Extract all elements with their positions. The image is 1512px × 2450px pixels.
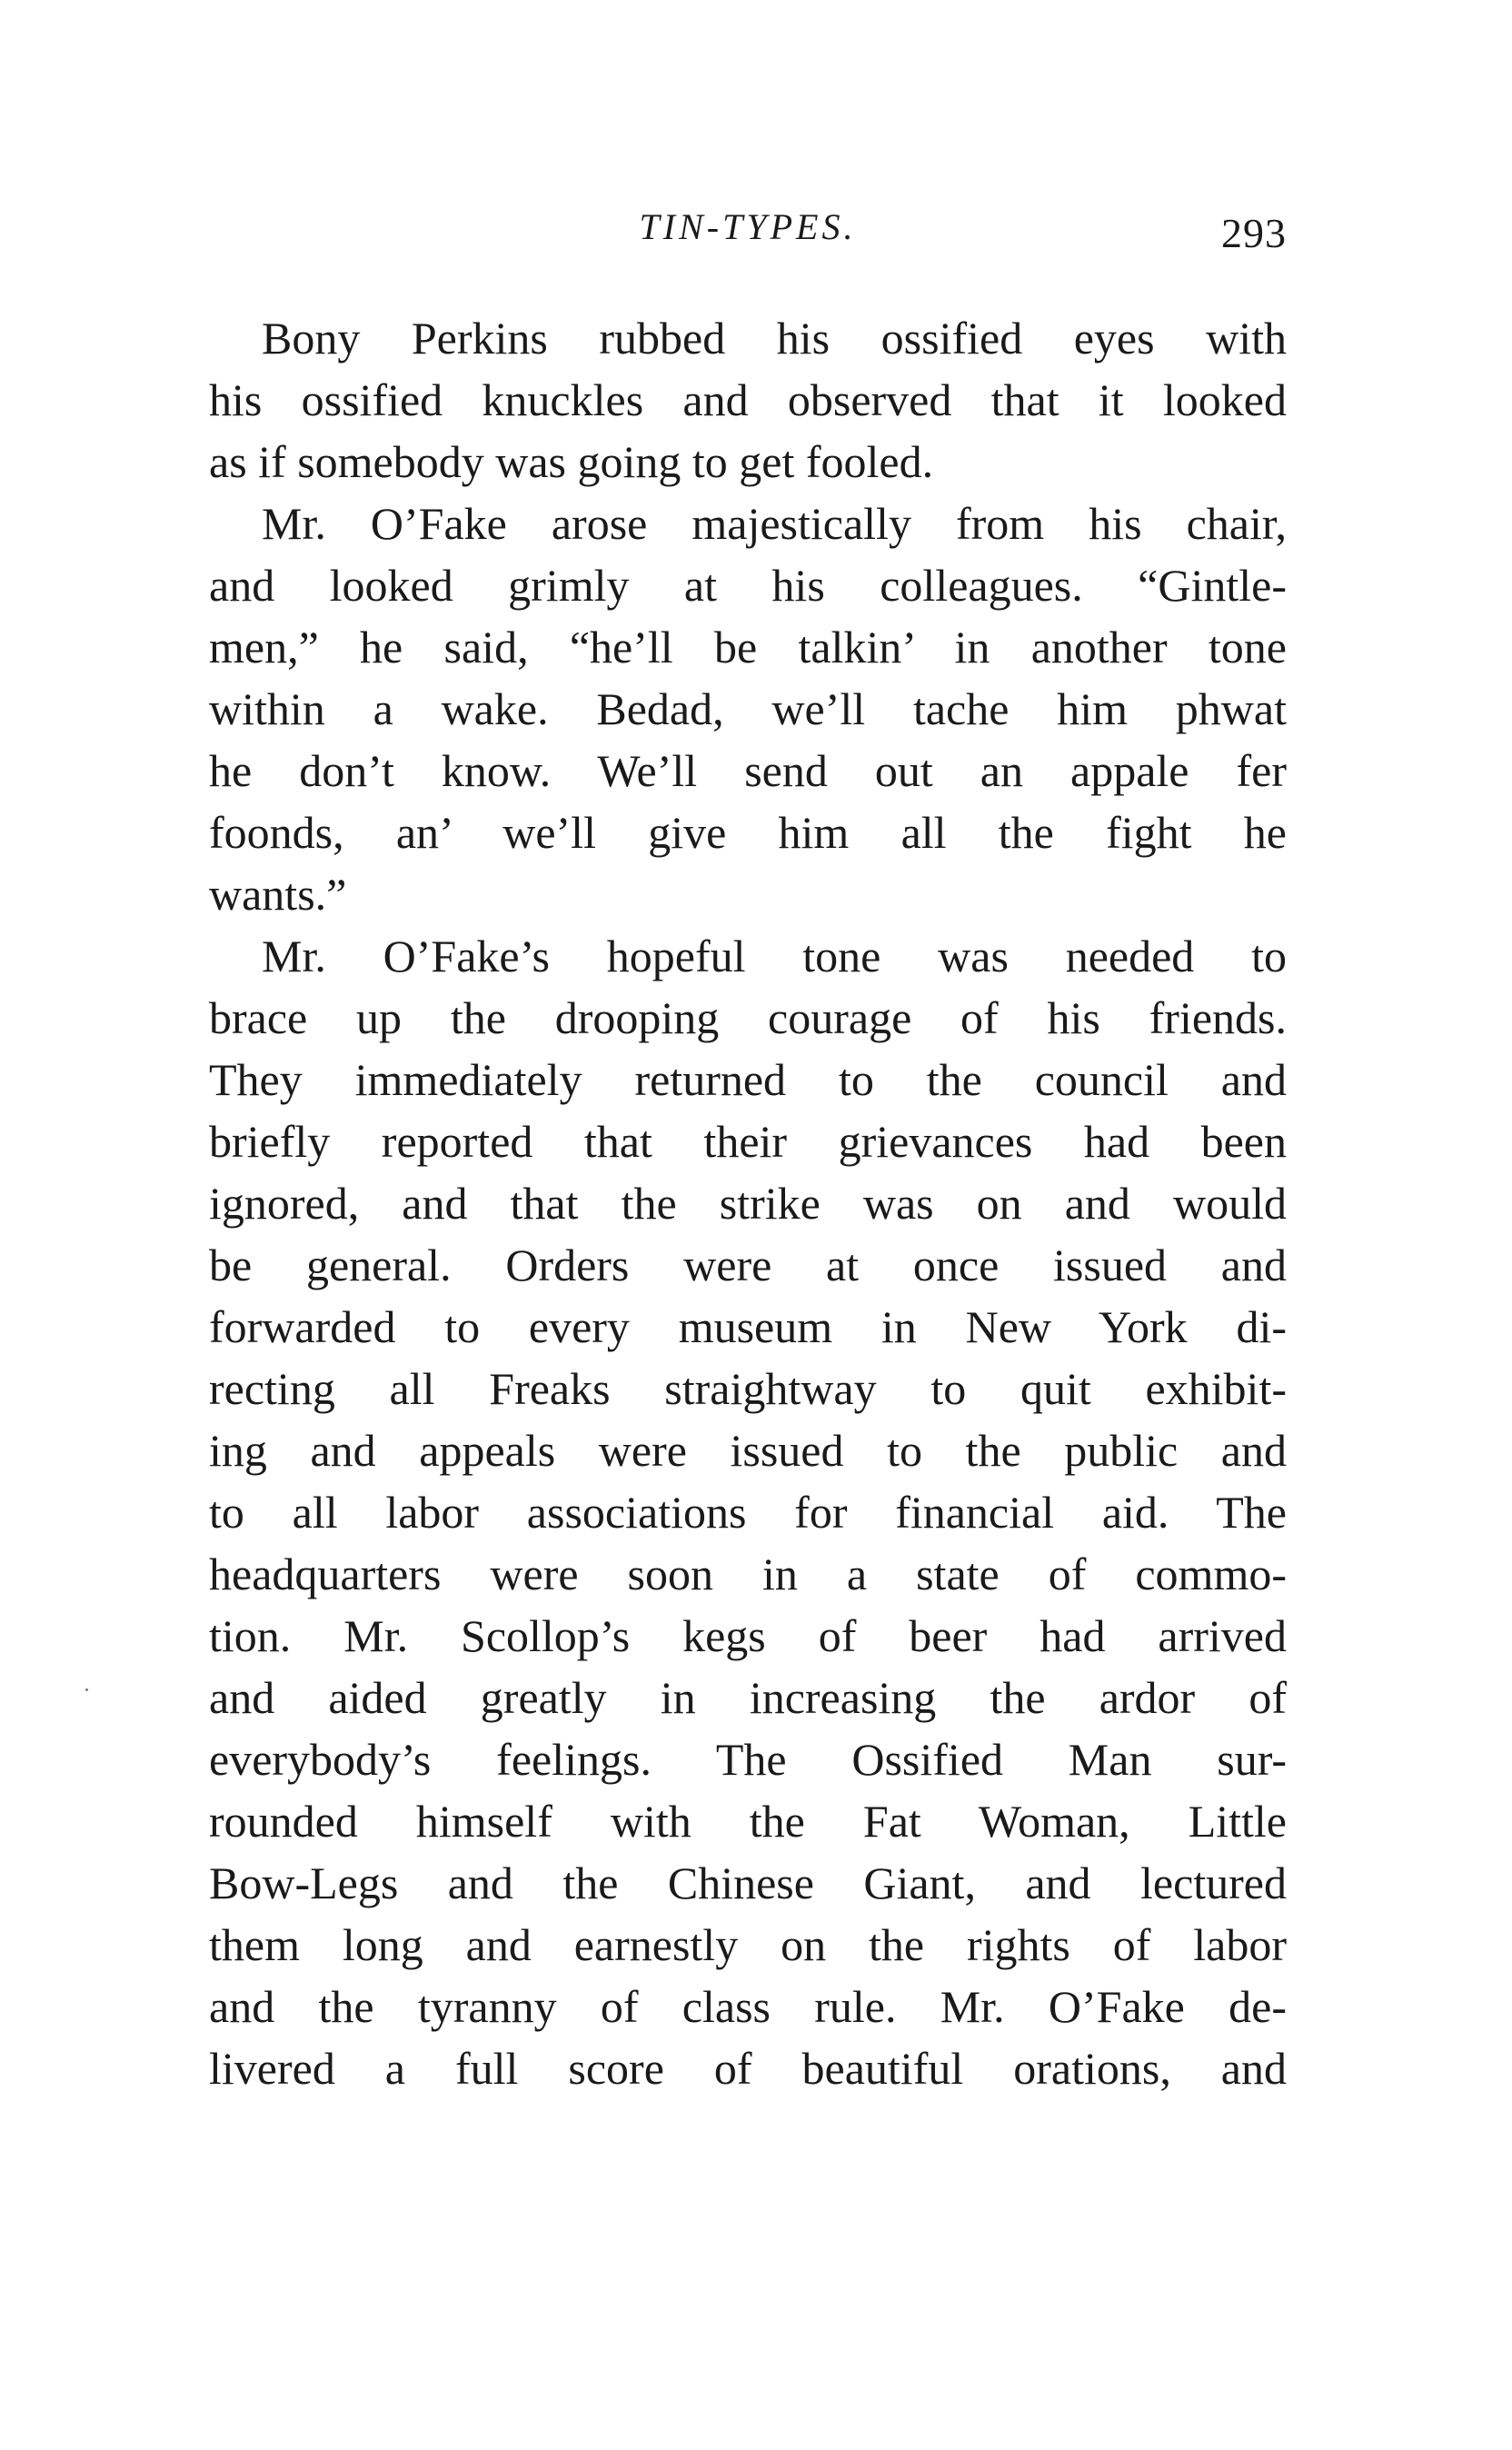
text-line: and looked grimly at his colleagues. “Gintle-: [209, 560, 1287, 611]
text-line: briefly reported that their grievances had been: [209, 1116, 1287, 1167]
text-line: forwarded to every museum in New York di-: [209, 1301, 1287, 1352]
running-title: TIN-TYPES.: [639, 206, 857, 247]
body-text: [209, 307, 1287, 2099]
text-line: he don’t know. We’ll send out an appale fer: [209, 745, 1287, 796]
text-line: wants.”: [209, 869, 347, 920]
text-line: within a wake. Bedad, we’ll tache him phwat: [209, 683, 1287, 734]
text-line: Mr. O’Fake’s hopeful tone was needed to: [262, 931, 1287, 981]
text-line: headquarters were soon in a state of commo-: [209, 1549, 1287, 1599]
text-line: brace up the drooping courage of his friends.: [209, 992, 1287, 1043]
text-line: be general. Orders were at once issued and: [209, 1240, 1287, 1290]
text-line: Bow-Legs and the Chinese Giant, and lectured: [209, 1857, 1287, 1908]
paper-speck: [85, 1688, 88, 1691]
text-line: them long and earnestly on the rights of labor: [209, 1919, 1287, 1970]
text-line: ing and appeals were issued to the public and: [209, 1425, 1287, 1476]
text-line: as if somebody was going to get fooled.: [209, 436, 934, 487]
text-line: everybody’s feelings. The Ossified Man sur-: [209, 1734, 1287, 1785]
text-line: Bony Perkins rubbed his ossified eyes with: [262, 313, 1287, 364]
text-line: to all labor associations for financial aid. The: [209, 1487, 1287, 1538]
text-line: foonds, an’ we’ll give him all the fight he: [209, 807, 1287, 858]
text-line: his ossified knuckles and observed that it looked: [209, 374, 1287, 425]
text-line: and the tyranny of class rule. Mr. O’Fake de-: [209, 1981, 1287, 2032]
text-line: men,” he said, “he’ll be talkin’ in another tone: [209, 622, 1287, 672]
page-number: 293: [1221, 210, 1287, 256]
text-line: Mr. O’Fake arose majestically from his chair,: [262, 498, 1287, 549]
text-line: rounded himself with the Fat Woman, Little: [209, 1796, 1287, 1847]
text-line: recting all Freaks straightway to quit exhibit-: [209, 1363, 1287, 1414]
running-head: [209, 205, 1287, 260]
text-line: They immediately returned to the council and: [209, 1054, 1287, 1105]
text-line: tion. Mr. Scollop’s kegs of beer had arrived: [209, 1610, 1287, 1661]
text-line: livered a full score of beautiful orations, and: [209, 2043, 1287, 2094]
text-line: and aided greatly in increasing the ardor of: [209, 1672, 1287, 1723]
text-line: ignored, and that the strike was on and would: [209, 1178, 1287, 1229]
